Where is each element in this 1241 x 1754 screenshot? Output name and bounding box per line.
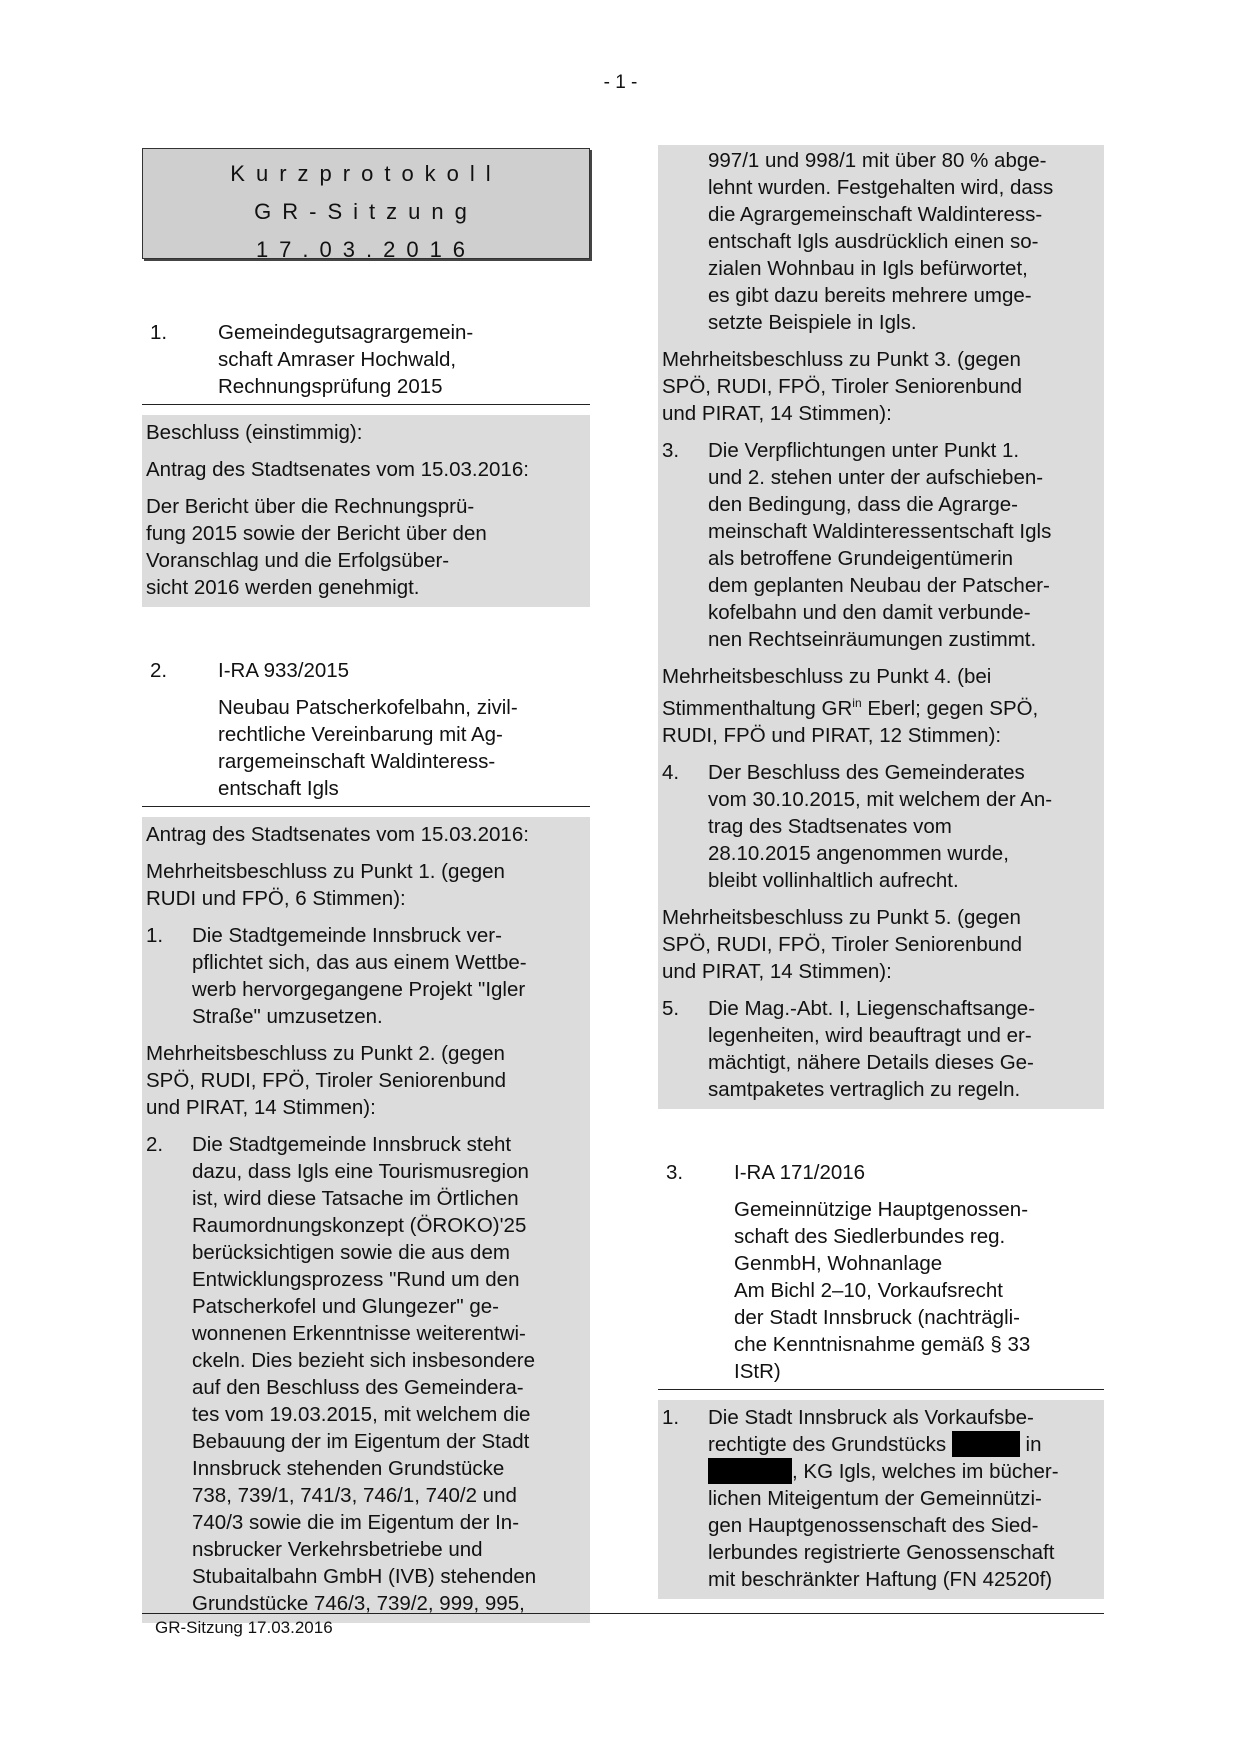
- text-line: und PIRAT, 14 Stimmen):: [662, 959, 892, 983]
- topic-2-title-line: entschaft Igls: [218, 777, 339, 800]
- text-line: Mehrheitsbeschluss zu Punkt 4. (bei: [662, 665, 992, 688]
- text-line: lichen Miteigentum der Gemeinnützi-: [708, 1486, 1042, 1510]
- text-line: fung 2015 sowie der Bericht über den: [146, 522, 487, 545]
- title-box: [142, 148, 590, 262]
- topic-2-resolution-part-2: [658, 145, 1104, 1109]
- indent-spacer: [658, 1196, 734, 1385]
- topic-3-title-line: schaft des Siedlerbundes reg.: [734, 1224, 1006, 1248]
- topic-3-title-line: der Stadt Innsbruck (nachträgli-: [734, 1305, 1020, 1329]
- text-line: wonnenen Erkenntnisse weiterentwi-: [192, 1322, 526, 1345]
- topic-1-title: [218, 319, 590, 400]
- point-text: [708, 759, 1100, 894]
- text-span: rechtigte des Grundstücks: [708, 1432, 952, 1456]
- topic-2-mehrheitsbeschluss-2: [146, 1040, 586, 1121]
- text-line: zialen Wohnbau in Igls befürwortet,: [708, 257, 1028, 280]
- text-line: Innsbruck stehenden Grundstücke: [192, 1457, 505, 1480]
- text-line: SPÖ, RUDI, FPÖ, Tiroler Seniorenbund: [662, 375, 1023, 398]
- text-line: mit beschränkter Haftung (FN 42520f): [708, 1567, 1053, 1591]
- topic-2-point-2-continued: [662, 147, 1100, 336]
- text-line: 738, 739/1, 741/3, 746/1, 740/2 und: [192, 1484, 517, 1507]
- topic-3-title-line: Am Bichl 2–10, Vorkaufsrecht: [734, 1278, 1003, 1302]
- text-line: Die Stadt Innsbruck als Vorkaufsbe-: [708, 1405, 1034, 1429]
- left-column: [142, 148, 590, 1623]
- title-line-3: 17.03.2016: [255, 237, 477, 262]
- text-line: Die Stadtgemeinde Innsbruck ver-: [192, 924, 502, 947]
- topic-2-point-2: [146, 1131, 586, 1617]
- text-line: trag des Stadtsenates vom: [708, 814, 952, 838]
- text-line: Mehrheitsbeschluss zu Punkt 1. (gegen: [146, 860, 505, 883]
- text-line: [708, 1458, 1100, 1485]
- topic-3-title: [734, 1196, 1104, 1385]
- point-text: [708, 437, 1100, 653]
- text-line: lerbundes registrierte Genossenschaft: [708, 1540, 1055, 1564]
- text-line: werb hervorgegangene Projekt "Igler: [192, 978, 526, 1001]
- text-line: 740/3 sowie die im Eigentum der In-: [192, 1511, 520, 1534]
- text-line: RUDI und FPÖ, 6 Stimmen):: [146, 887, 406, 910]
- text-line: Der Beschluss des Gemeinderates: [708, 760, 1025, 784]
- title-line-1: Kurzprotokoll: [230, 161, 502, 186]
- text-line: Grundstücke 746/3, 739/2, 999, 995,: [192, 1592, 525, 1615]
- topic-3-title-line: Gemeinnützige Hauptgenossen-: [734, 1197, 1029, 1221]
- text-line: ckeln. Dies bezieht sich insbesondere: [192, 1349, 535, 1372]
- topic-2-ref-row: [142, 657, 590, 684]
- text-line: als betroffene Grundeigentümerin: [708, 547, 1014, 570]
- text-line: gen Hauptgenossenschaft des Sied-: [708, 1513, 1039, 1537]
- topic-2-mehrheitsbeschluss-5: [662, 904, 1100, 985]
- text-line: es gibt dazu bereits mehrere umge-: [708, 284, 1032, 307]
- topic-3-title-line: GenmbH, Wohnanlage: [734, 1251, 943, 1275]
- topic-2-point-4: [662, 759, 1100, 894]
- topic-1-header: [142, 319, 590, 405]
- topic-2-point-3: [662, 437, 1100, 653]
- text-line: samtpaketes vertraglich zu regeln.: [708, 1077, 1021, 1101]
- topic-3-resolution: [658, 1400, 1104, 1599]
- point-text: [708, 147, 1100, 336]
- text-line: dem geplanten Neubau der Patscher-: [708, 574, 1050, 597]
- topic-1-beschluss: Beschluss (einstimmig):: [146, 421, 363, 444]
- topic-3-header: [658, 1196, 1104, 1390]
- title-line-2: GR-Sitzung: [254, 199, 478, 224]
- text-line: Der Bericht über die Rechnungsprü-: [146, 495, 475, 518]
- point-number: 5.: [662, 996, 680, 1020]
- redaction-block: [952, 1431, 1020, 1457]
- right-column: [658, 145, 1104, 1599]
- topic-2-mehrheitsbeschluss-3: [662, 346, 1100, 427]
- topic-2-point-5: [662, 995, 1100, 1103]
- topic-2-antrag: Antrag des Stadtsenates vom 15.03.2016:: [146, 823, 529, 846]
- footer: GR-Sitzung 17.03.2016: [155, 1618, 333, 1637]
- text-line: lehnt wurden. Festgehalten wird, dass: [708, 176, 1054, 199]
- text-line: kofelbahn und den damit verbunde-: [708, 601, 1031, 624]
- topic-1-resolution: [142, 415, 590, 607]
- text-line: Mehrheitsbeschluss zu Punkt 5. (gegen: [662, 905, 1021, 929]
- topic-2-title-line: Neubau Patscherkofelbahn, zivil-: [218, 696, 518, 719]
- indent-spacer: [142, 694, 218, 802]
- text-line: Raumordnungskonzept (ÖROKO)'25: [192, 1214, 527, 1237]
- text-line: 997/1 und 998/1 mit über 80 % abge-: [708, 149, 1047, 172]
- point-number: 4.: [662, 760, 680, 784]
- topic-1-title-line: Gemeindegutsagrargemein-: [218, 321, 474, 344]
- text-line: [708, 1431, 1100, 1458]
- text-line: SPÖ, RUDI, FPÖ, Tiroler Seniorenbund: [662, 932, 1023, 956]
- point-text: [192, 922, 586, 1030]
- text-line: tes vom 19.03.2015, mit welchem die: [192, 1403, 531, 1426]
- page-number: - 1 -: [603, 72, 638, 93]
- topic-3-number: 3.: [666, 1160, 684, 1184]
- topic-2-title-line: rargemeinschaft Waldinteress-: [218, 750, 496, 773]
- text-line: Mehrheitsbeschluss zu Punkt 3. (gegen: [662, 348, 1021, 371]
- text-line: vom 30.10.2015, mit welchem der An-: [708, 787, 1053, 811]
- topic-3-point-1: [662, 1404, 1100, 1593]
- topic-1-title-line: Rechnungsprüfung 2015: [218, 375, 443, 398]
- text-line: [662, 690, 1100, 722]
- text-line: Voranschlag und die Erfolgsüber-: [146, 549, 450, 572]
- point-number: 3.: [662, 439, 680, 462]
- topic-1-antrag: Antrag des Stadtsenates vom 15.03.2016:: [146, 458, 529, 481]
- topic-2-point-1: [146, 922, 586, 1030]
- text-line: legenheiten, wird beauftragt und er-: [708, 1023, 1032, 1047]
- topic-3-ref: I-RA 171/2016: [734, 1160, 866, 1184]
- text-line: Patscherkofel und Glungezer" ge-: [192, 1295, 499, 1318]
- text-line: Bebauung der im Eigentum der Stadt: [192, 1430, 530, 1453]
- topic-2-title: [218, 694, 590, 802]
- text-line: ist, wird diese Tatsache im Örtlichen: [192, 1187, 519, 1210]
- text-line: Die Stadtgemeinde Innsbruck steht: [192, 1133, 512, 1156]
- text-line: auf den Beschluss des Gemeindera-: [192, 1376, 524, 1399]
- text-line: bleibt vollinhaltlich aufrecht.: [708, 868, 959, 892]
- text-line: Stubaitalbahn GmbH (IVB) stehenden: [192, 1565, 537, 1588]
- topic-3-title-line: IStR): [734, 1359, 781, 1383]
- topic-2-mehrheitsbeschluss-4: [662, 663, 1100, 749]
- text-line: berücksichtigen sowie die aus dem: [192, 1241, 510, 1264]
- topic-3-ref-row: [658, 1159, 1104, 1186]
- topic-2-header: [142, 694, 590, 807]
- text-line: die Agrargemeinschaft Waldinteress-: [708, 203, 1043, 226]
- text-line: Mehrheitsbeschluss zu Punkt 2. (gegen: [146, 1042, 505, 1065]
- text-line: 28.10.2015 angenommen wurde,: [708, 841, 1009, 865]
- text-line: und 2. stehen unter der aufschieben-: [708, 466, 1044, 489]
- text-line: RUDI, FPÖ und PIRAT, 12 Stimmen):: [662, 723, 1002, 747]
- text-line: nen Rechtseinräumungen zustimmt.: [708, 628, 1037, 651]
- point-text: [192, 1131, 586, 1617]
- topic-2-number: 2.: [150, 659, 168, 682]
- text-line: SPÖ, RUDI, FPÖ, Tiroler Seniorenbund: [146, 1069, 507, 1092]
- text-line: nsbrucker Verkehrsbetriebe und: [192, 1538, 483, 1561]
- superscript: in: [852, 696, 862, 710]
- topic-2-mehrheitsbeschluss-1: [146, 858, 586, 912]
- point-number: 1.: [662, 1405, 680, 1429]
- point-text: [708, 995, 1100, 1103]
- text-line: Die Verpflichtungen unter Punkt 1.: [708, 439, 1020, 462]
- topic-1-number: 1.: [150, 321, 168, 344]
- topic-2-title-line: rechtliche Vereinbarung mit Ag-: [218, 723, 503, 746]
- text-span: , KG Igls, welches im bücher-: [792, 1459, 1059, 1483]
- topic-2-resolution-part-1: [142, 817, 590, 1623]
- text-line: entschaft Igls ausdrücklich einen so-: [708, 230, 1039, 253]
- topic-1-title-line: schaft Amraser Hochwald,: [218, 348, 457, 371]
- text-span: in: [1019, 1432, 1042, 1456]
- text-line: mächtigt, nähere Details dieses Ge-: [708, 1050, 1034, 1074]
- text-line: und PIRAT, 14 Stimmen):: [662, 402, 892, 425]
- text-line: pflichtet sich, das aus einem Wettbe-: [192, 951, 527, 974]
- text-line: Die Mag.-Abt. I, Liegenschaftsange-: [708, 996, 1036, 1020]
- topic-3-title-line: che Kenntnisnahme gemäß § 33: [734, 1332, 1031, 1356]
- topic-2-ref: I-RA 933/2015: [218, 659, 350, 682]
- topic-1-text: [146, 493, 586, 601]
- text-line: den Bedingung, dass die Agrarge-: [708, 493, 1019, 516]
- text-span: Eberl; gegen SPÖ,: [861, 696, 1039, 720]
- text-line: sicht 2016 werden genehmigt.: [146, 576, 420, 599]
- point-number: 1.: [146, 924, 164, 947]
- text-line: setzte Beispiele in Igls.: [708, 311, 917, 334]
- text-span: Stimmenthaltung GR: [662, 696, 853, 720]
- footer-rule: [142, 1613, 1104, 1614]
- point-text: [708, 1404, 1100, 1593]
- text-line: meinschaft Waldinteressentschaft Igls: [708, 520, 1052, 543]
- indent-spacer: [662, 147, 708, 336]
- redaction-block: [708, 1458, 792, 1484]
- text-line: dazu, dass Igls eine Tourismusregion: [192, 1160, 529, 1183]
- text-line: Straße" umzusetzen.: [192, 1005, 383, 1028]
- text-line: und PIRAT, 14 Stimmen):: [146, 1096, 376, 1119]
- text-line: Entwicklungsprozess "Rund um den: [192, 1268, 520, 1291]
- point-number: 2.: [146, 1133, 164, 1156]
